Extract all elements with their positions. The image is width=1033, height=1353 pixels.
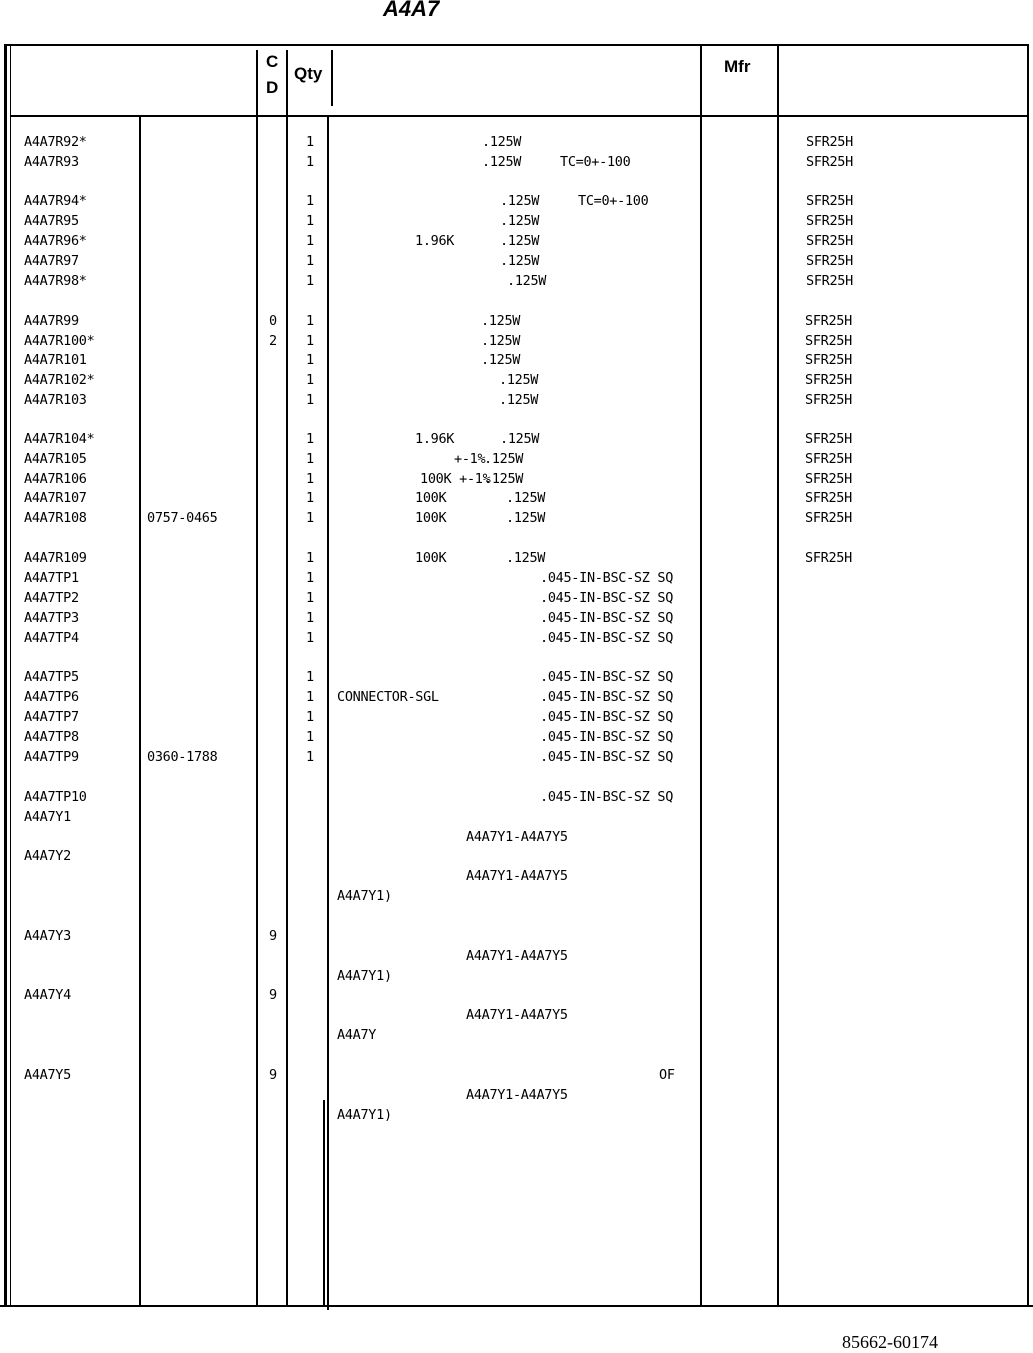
col-divider-qty-right	[323, 1100, 325, 1307]
description: .125W	[500, 253, 540, 269]
description: 1.96K	[415, 431, 455, 447]
mfr-part-number: SFR25H	[806, 233, 853, 249]
ref-designator: A4A7R109	[24, 550, 87, 566]
description-detail: .045-IN-BSC-SZ SQ	[540, 610, 674, 626]
description-detail: .125W	[506, 490, 546, 506]
description-detail: .045-IN-BSC-SZ SQ	[540, 669, 674, 685]
check-digit: 9	[269, 987, 277, 1003]
document-number: 85662-60174	[842, 1332, 938, 1352]
ref-designator: A4A7R106	[24, 471, 87, 487]
description: .125W	[500, 193, 540, 209]
description: 100K	[415, 550, 447, 566]
mfr-part-number: SFR25H	[805, 490, 852, 506]
ref-designator: A4A7R95	[24, 213, 79, 229]
quantity: 1	[306, 233, 314, 249]
quantity: 1	[306, 253, 314, 269]
quantity: 1	[306, 313, 314, 329]
description-detail: .125W	[500, 233, 540, 249]
quantity: 1	[306, 154, 314, 170]
description: .125W	[500, 213, 540, 229]
description: CONNECTOR-SGL	[337, 689, 439, 705]
ref-designator: A4A7R96*	[24, 233, 87, 249]
quantity: 1	[306, 490, 314, 506]
description: .125W	[481, 352, 521, 368]
quantity: 1	[306, 749, 314, 765]
check-digit: 2	[269, 333, 277, 349]
table-bottom-line	[0, 1305, 1033, 1307]
ref-designator: A4A7R104*	[24, 431, 95, 447]
page-title: A4A7	[383, 0, 440, 21]
quantity: 1	[306, 372, 314, 388]
quantity: 1	[306, 590, 314, 606]
table-border-right	[1027, 44, 1029, 1307]
description-detail: .045-IN-BSC-SZ SQ	[540, 729, 674, 745]
ref-designator: A4A7TP1	[24, 570, 79, 586]
quantity: 1	[306, 570, 314, 586]
description-detail: TC=0+-100	[578, 193, 649, 209]
description-detail: .045-IN-BSC-SZ SQ	[540, 630, 674, 646]
mfr-part-number: SFR25H	[805, 392, 852, 408]
quantity: 1	[306, 550, 314, 566]
mfr-part-number: SFR25H	[805, 333, 852, 349]
quantity: 1	[306, 510, 314, 526]
quantity: 1	[306, 333, 314, 349]
quantity: 1	[306, 193, 314, 209]
mfr-part-number: SFR25H	[805, 510, 852, 526]
check-digit: 9	[269, 928, 277, 944]
ref-designator: A4A7TP9	[24, 749, 79, 765]
quantity: 1	[306, 273, 314, 289]
description: A4A7Y1-A4A7Y5	[466, 868, 568, 884]
table-border-left	[4, 44, 7, 1307]
table-border-left-inner	[10, 44, 11, 1307]
mfr-part-number: SFR25H	[806, 193, 853, 209]
mfr-part-number: SFR25H	[805, 372, 852, 388]
quantity: 1	[306, 431, 314, 447]
ref-designator: A4A7R108	[24, 510, 87, 526]
ref-designator: A4A7TP6	[24, 689, 79, 705]
ref-designator: A4A7R98*	[24, 273, 87, 289]
quantity: 1	[306, 213, 314, 229]
ref-designator: A4A7TP10	[24, 789, 87, 805]
col-divider-cd-right	[286, 50, 288, 1307]
description: A4A7Y1)	[337, 888, 392, 904]
quantity: 1	[306, 669, 314, 685]
description: A4A7Y1-A4A7Y5	[466, 1007, 568, 1023]
description: A4A7Y	[337, 1027, 377, 1043]
mfr-part-number: SFR25H	[806, 273, 853, 289]
col-divider-mfr-left	[700, 44, 702, 1307]
description-detail: .045-IN-BSC-SZ SQ	[540, 749, 674, 765]
description: .125W	[481, 313, 521, 329]
ref-designator: A4A7Y2	[24, 848, 71, 864]
header-mfr: Mfr	[724, 57, 751, 76]
check-digit: 0	[269, 313, 277, 329]
description-detail: OF	[659, 1067, 675, 1083]
quantity: 1	[306, 451, 314, 467]
hp-part-number: 0360-1788	[147, 749, 218, 765]
ref-designator: A4A7R92*	[24, 134, 87, 150]
header-qty: Qty	[294, 64, 323, 83]
description-detail: .045-IN-BSC-SZ SQ	[540, 689, 674, 705]
header-bottom-line	[10, 115, 1029, 117]
mfr-part-number: SFR25H	[806, 134, 853, 150]
description: 1.96K	[415, 233, 455, 249]
description-detail: .125W	[484, 451, 524, 467]
description-detail: .045-IN-BSC-SZ SQ	[540, 789, 674, 805]
check-digit: 9	[269, 1067, 277, 1083]
quantity: 1	[306, 709, 314, 725]
ref-designator: A4A7R94*	[24, 193, 87, 209]
description-detail: .125W	[484, 471, 524, 487]
quantity: 1	[306, 729, 314, 745]
quantity: 1	[306, 689, 314, 705]
ref-designator: A4A7Y4	[24, 987, 71, 1003]
description-detail: TC=0+-100	[560, 154, 631, 170]
ref-designator: A4A7Y1	[24, 809, 71, 825]
mfr-part-number: SFR25H	[805, 313, 852, 329]
description: 100K +-1%	[420, 471, 491, 487]
header-top-line	[4, 44, 1029, 46]
ref-designator: A4A7TP2	[24, 590, 79, 606]
ref-designator: A4A7R107	[24, 490, 87, 506]
hp-part-number: 0757-0465	[147, 510, 218, 526]
mfr-part-number: SFR25H	[805, 431, 852, 447]
ref-designator: A4A7TP5	[24, 669, 79, 685]
ref-designator: A4A7R101	[24, 352, 87, 368]
ref-designator: A4A7Y3	[24, 928, 71, 944]
mfr-part-number: SFR25H	[806, 154, 853, 170]
mfr-part-number: SFR25H	[805, 451, 852, 467]
description: 100K	[415, 490, 447, 506]
col-divider-desc-left	[331, 50, 333, 106]
quantity: 1	[306, 471, 314, 487]
quantity: 1	[306, 392, 314, 408]
ref-designator: A4A7R100*	[24, 333, 95, 349]
quantity: 1	[306, 134, 314, 150]
description: .125W	[499, 372, 539, 388]
ref-designator: A4A7R105	[24, 451, 87, 467]
header-cd-c: C	[266, 52, 279, 71]
ref-designator: A4A7TP3	[24, 610, 79, 626]
ref-designator: A4A7TP4	[24, 630, 79, 646]
description: .125W	[482, 134, 522, 150]
mfr-part-number: SFR25H	[805, 550, 852, 566]
description: .125W	[507, 273, 547, 289]
quantity: 1	[306, 630, 314, 646]
description-detail: .045-IN-BSC-SZ SQ	[540, 709, 674, 725]
mfr-part-number: SFR25H	[805, 352, 852, 368]
mfr-part-number: SFR25H	[806, 213, 853, 229]
ref-designator: A4A7R102*	[24, 372, 95, 388]
mfr-part-number: SFR25H	[806, 253, 853, 269]
description: A4A7Y1-A4A7Y5	[466, 1087, 568, 1103]
description: A4A7Y1-A4A7Y5	[466, 948, 568, 964]
description: 100K	[415, 510, 447, 526]
ref-designator: A4A7TP7	[24, 709, 79, 725]
col-divider-mfr-right	[777, 44, 779, 1307]
description-detail: .125W	[506, 550, 546, 566]
description: A4A7Y1)	[337, 1107, 392, 1123]
ref-designator: A4A7Y5	[24, 1067, 71, 1083]
col-divider-desc-seg1	[327, 117, 329, 1310]
quantity: 1	[306, 352, 314, 368]
description-detail: .125W	[500, 431, 540, 447]
description: +-1%	[454, 451, 486, 467]
description-detail: .045-IN-BSC-SZ SQ	[540, 570, 674, 586]
description: A4A7Y1-A4A7Y5	[466, 829, 568, 845]
description: .125W	[481, 333, 521, 349]
col-divider-hp	[139, 117, 141, 1307]
col-divider-cd-left	[256, 50, 258, 1307]
ref-designator: A4A7R99	[24, 313, 79, 329]
quantity: 1	[306, 610, 314, 626]
description: .125W	[482, 154, 522, 170]
ref-designator: A4A7TP8	[24, 729, 79, 745]
description: A4A7Y1)	[337, 968, 392, 984]
mfr-part-number: SFR25H	[805, 471, 852, 487]
ref-designator: A4A7R93	[24, 154, 79, 170]
ref-designator: A4A7R103	[24, 392, 87, 408]
ref-designator: A4A7R97	[24, 253, 79, 269]
description-detail: .045-IN-BSC-SZ SQ	[540, 590, 674, 606]
description: .125W	[499, 392, 539, 408]
header-cd-d: D	[266, 78, 279, 97]
description-detail: .125W	[506, 510, 546, 526]
